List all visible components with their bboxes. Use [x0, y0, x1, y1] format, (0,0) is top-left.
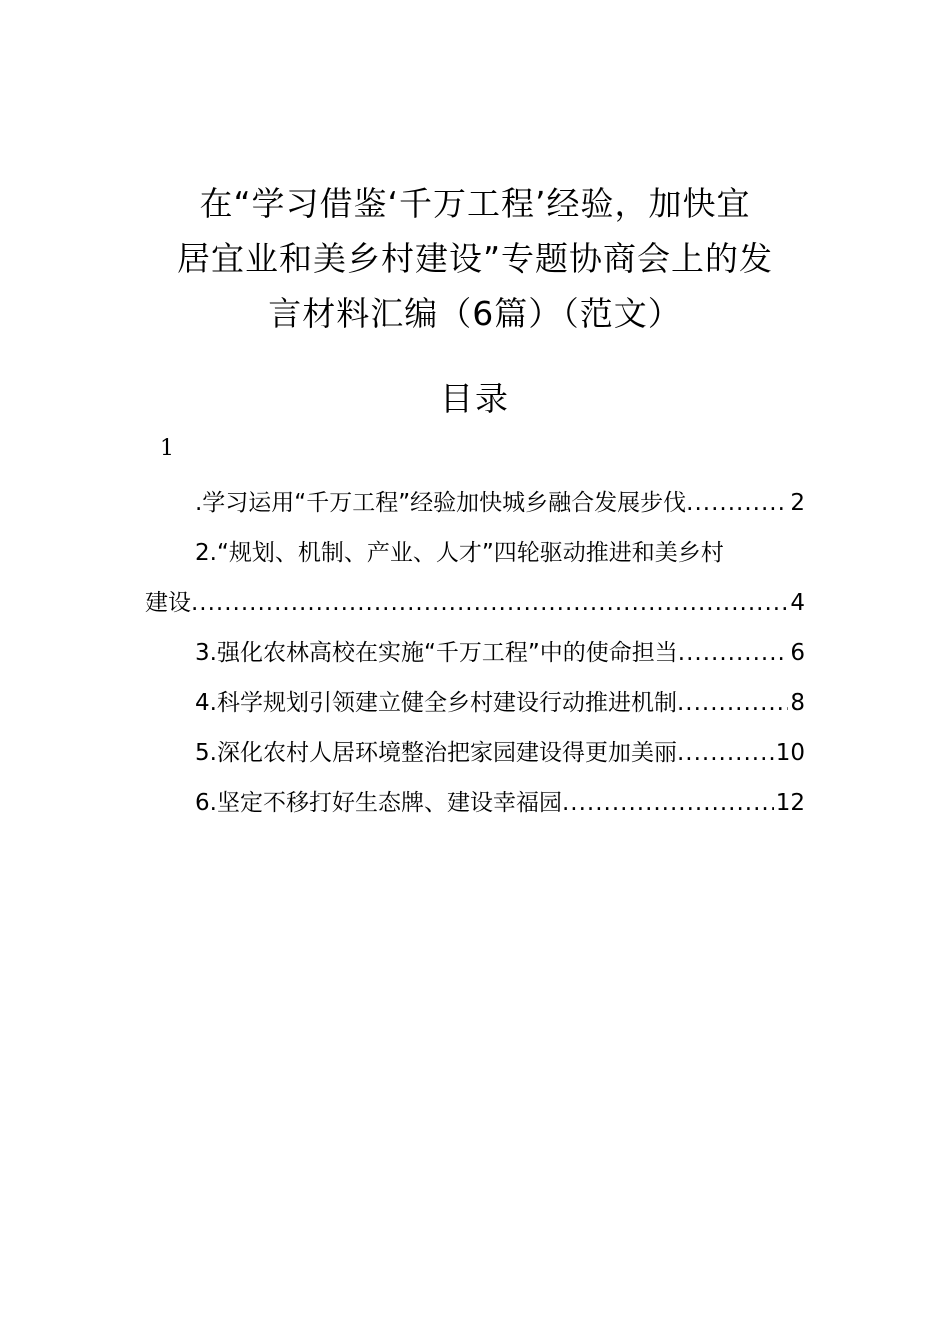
- toc-leader: [677, 678, 788, 728]
- title-line-2: 居宜业和美乡村建设”专题协商会上的发: [176, 239, 774, 278]
- toc-page-number: 12: [775, 790, 805, 816]
- page-marker: 1: [160, 436, 174, 461]
- toc-leader: [191, 578, 788, 628]
- toc-entry-text-continued: 建设: [145, 590, 191, 616]
- toc-leader: [562, 778, 774, 828]
- toc-entry-1[interactable]: [145, 478, 805, 528]
- toc-leader: [677, 728, 774, 778]
- toc-entry-4[interactable]: [145, 678, 805, 728]
- document-title: [145, 176, 805, 341]
- toc-entry-2[interactable]: [145, 528, 805, 628]
- title-line-1: 在“学习借鉴‘千万工程’经验，加快宜: [199, 184, 751, 223]
- toc-entry-text: 2.“规划、机制、产业、人才”四轮驱动推进和美乡村: [195, 540, 724, 566]
- toc-page-number: 10: [775, 740, 805, 766]
- toc-entry-3[interactable]: [145, 628, 805, 678]
- title-line-3: 言材料汇编（6篇）（范文）: [268, 294, 682, 333]
- toc-page-number: 4: [790, 590, 805, 616]
- toc-leader: [686, 478, 788, 528]
- toc-entry-text: 5.深化农村人居环境整治把家园建设得更加美丽: [195, 740, 677, 766]
- toc-entry-text: 6.坚定不移打好生态牌、建设幸福园: [195, 790, 562, 816]
- toc-page-number: 8: [790, 690, 805, 716]
- toc-heading: 目录: [440, 379, 510, 418]
- toc-entry-text: 4.科学规划引领建立健全乡村建设行动推进机制: [195, 690, 677, 716]
- toc-page-number: 6: [790, 640, 805, 666]
- toc-entry-5[interactable]: [145, 728, 805, 778]
- toc-entry-6[interactable]: [145, 778, 805, 828]
- toc-leader: [678, 628, 789, 678]
- table-of-contents: [145, 478, 805, 828]
- toc-entry-text: 3.强化农林高校在实施“千万工程”中的使命担当: [195, 640, 678, 666]
- toc-page-number: 2: [790, 490, 805, 516]
- toc-entry-text: .学习运用“千万工程”经验加快城乡融合发展步伐: [195, 490, 687, 516]
